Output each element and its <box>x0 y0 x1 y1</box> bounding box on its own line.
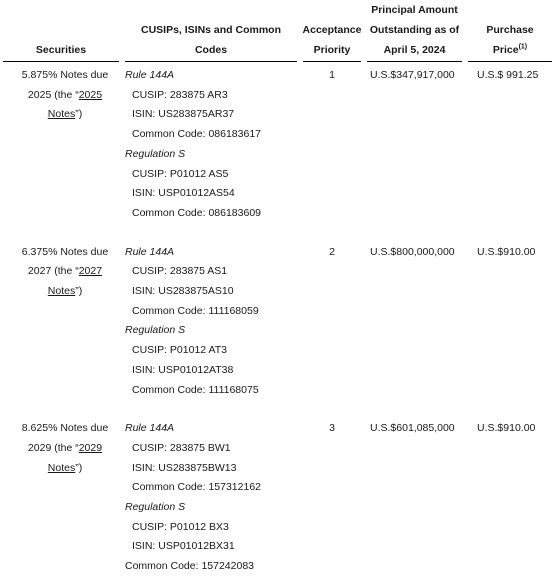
regulation-s-label: Regulation S <box>125 501 186 514</box>
codes-cell <box>122 243 300 401</box>
cusip-value: CUSIP: 283875 AR3 <box>132 88 228 101</box>
header-amount: Principal Amount Outstanding as of April 5, 2024 <box>364 0 465 62</box>
isin-value: ISIN: US283875AR37 <box>132 108 235 121</box>
priority-cell: 1 <box>329 69 335 81</box>
isin-value: ISIN: US283875AS10 <box>132 285 234 298</box>
cusip-value: CUSIP: P01012 BX3 <box>132 520 229 533</box>
amount-cell: U.S.$800,000,000 <box>370 245 455 258</box>
security-cell: 5.875% Notes due 2025 (the “2025 Notes”) <box>21 69 109 121</box>
header-priority: Acceptance Priority <box>300 0 364 62</box>
price-cell: U.S.$ 991.25 <box>477 69 539 81</box>
defined-term-link[interactable]: Notes <box>47 108 76 121</box>
rule-144a-label: Rule 144A <box>125 422 175 435</box>
amount-cell: U.S.$347,917,000 <box>370 69 455 81</box>
defined-term-link[interactable]: 2029 <box>78 441 103 454</box>
security-cell: 6.375% Notes due 2027 (the “2027 Notes”) <box>21 245 109 298</box>
cusip-value: CUSIP: 283875 AS1 <box>132 265 228 278</box>
defined-term-link[interactable]: 2027 <box>78 265 103 278</box>
price-cell: U.S.$910.00 <box>477 422 536 435</box>
table-row <box>0 419 555 577</box>
codes-cell <box>122 62 300 224</box>
common-code-value: Common Code: 111168075 <box>132 383 259 396</box>
header-price: Purchase Price$^{(1)}$ <box>465 0 555 62</box>
cusip-value: CUSIP: 283875 BW1 <box>132 441 231 454</box>
header-securities: Securities <box>0 0 122 62</box>
common-code-value: Common Code: 111168059 <box>132 304 259 317</box>
regulation-s-label: Regulation S <box>125 324 186 337</box>
common-code-value: Common Code: 086183609 <box>132 206 262 219</box>
table-row <box>0 243 555 401</box>
isin-value: ISIN: USP01012AS54 <box>132 187 235 200</box>
regulation-s-label: Regulation S <box>125 147 186 160</box>
common-code-value: Common Code: 086183617 <box>132 128 262 141</box>
header-codes: CUSIPs, ISINs and Common Codes <box>122 0 300 62</box>
codes-cell <box>122 419 300 577</box>
priority-cell: 2 <box>329 245 335 258</box>
price-cell: U.S.$910.00 <box>477 245 536 258</box>
table-row <box>0 62 555 224</box>
cusip-value: CUSIP: P01012 AS5 <box>132 167 229 180</box>
cusip-value: CUSIP: P01012 AT3 <box>132 344 227 357</box>
isin-value: ISIN: USP01012AT38 <box>132 363 234 376</box>
amount-cell: U.S.$601,085,000 <box>370 422 455 435</box>
common-code-value: Common Code: 157242083 <box>125 560 255 573</box>
price-footnote-marker[interactable]: (1) <box>518 43 528 51</box>
isin-value: ISIN: USP01012BX31 <box>132 540 235 553</box>
defined-term-link[interactable]: Notes <box>47 461 76 474</box>
rule-144a-label: Rule 144A <box>125 245 175 258</box>
defined-term-link[interactable]: Notes <box>47 285 76 298</box>
security-cell: 8.625% Notes due 2029 (the “2029 Notes”) <box>21 422 109 474</box>
isin-value: ISIN: US283875BW13 <box>132 461 237 474</box>
header-row <box>0 0 555 62</box>
priority-cell: 3 <box>329 422 335 435</box>
defined-term-link[interactable]: 2025 <box>78 88 103 101</box>
common-code-value: Common Code: 157312162 <box>132 481 262 494</box>
rule-144a-label: Rule 144A <box>125 69 175 81</box>
